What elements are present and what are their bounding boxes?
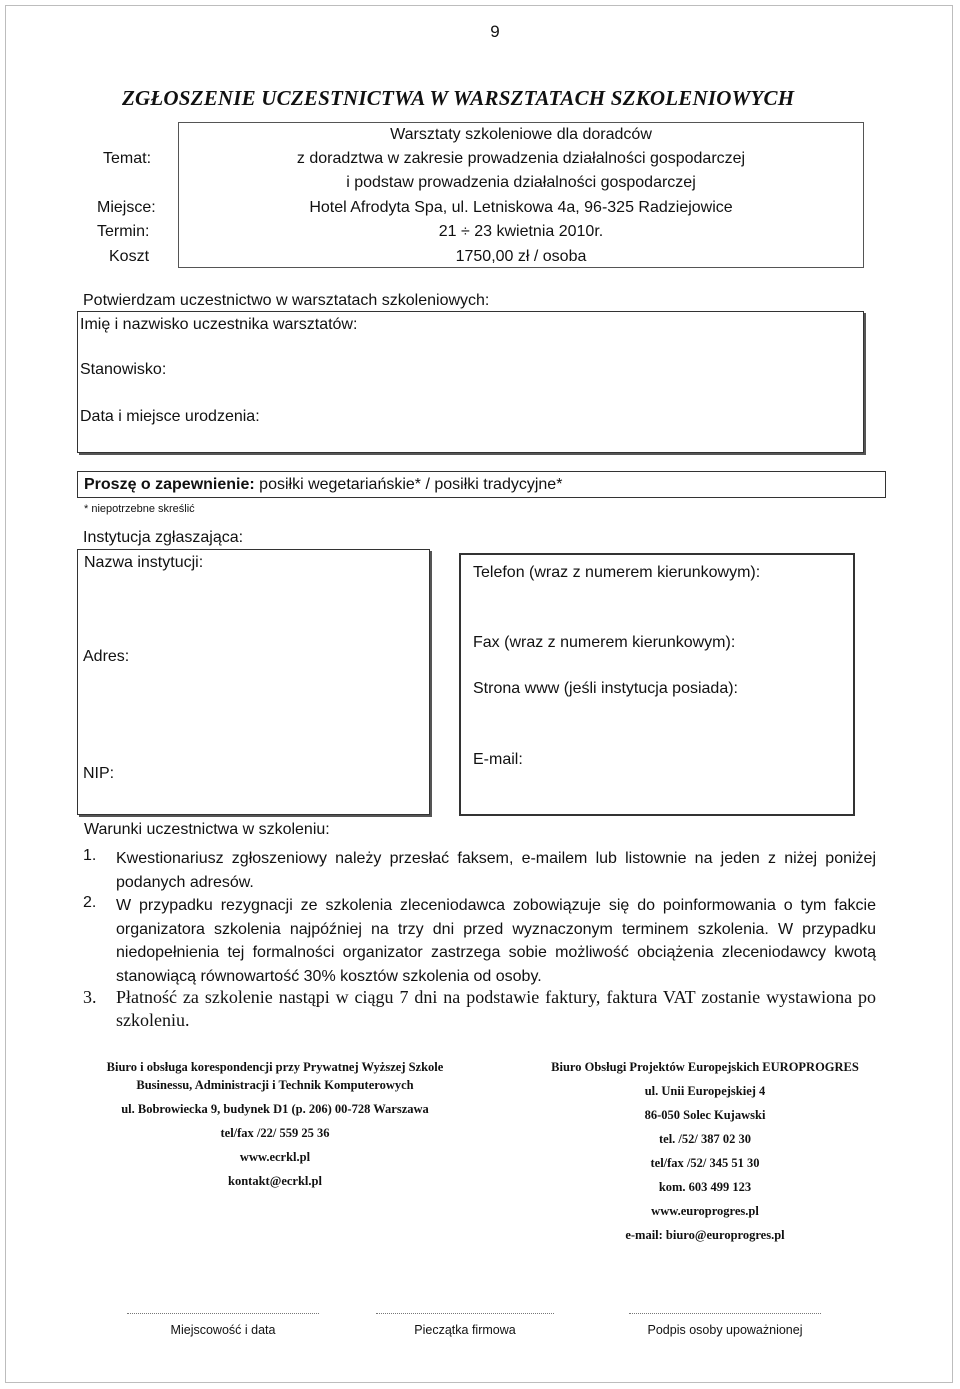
- address-left-line-1: Biuro i obsługa korespondencji przy Prywatnej Wyższej Szkole: [106, 1060, 444, 1074]
- signature-label-place-date: Miejscowość i data: [170, 1323, 276, 1337]
- condition-2-text: W przypadku rezygnacji ze szkolenia zleceniodawca zobowiązuje się do poinformowania o tym fakcie organizatora szkolenia najpóźniej na trzy dni przed wyznaczonym terminem szkolenia. W przypadku niedopełnienia tej formalności organizator zastrzega sobie możliwość obciążenia zleceniodawcy kwotą stanowiącą równowartość 30% kosztów szkolenia od osoby.: [116, 897, 876, 985]
- condition-1-text: Kwestionariusz zgłoszeniowy należy przesłać faksem, e-mailem lub listownie na jeden z niżej poniżej podanych adresów.: [116, 850, 876, 891]
- institution-fax-label: Fax (wraz z numerem kierunkowym):: [473, 634, 736, 651]
- document-title: ZGŁOSZENIE UCZESTNICTWA W WARSZTATACH SZKOLENIOWYCH: [122, 86, 795, 110]
- temat-label: Temat:: [103, 150, 152, 167]
- koszt-label: Koszt: [109, 248, 150, 265]
- condition-3-number: 3.: [83, 987, 97, 1007]
- address-left-line-2: Businessu, Administracji i Technik Komputerowych: [136, 1078, 414, 1092]
- address-right-line-5: tel/fax /52/ 345 51 30: [650, 1156, 760, 1170]
- condition-2-number: 2.: [83, 894, 97, 911]
- temat-line-2: z doradztwa w zakresie prowadzenia działalności gospodarczej: [296, 150, 746, 167]
- koszt-value: 1750,00 zł / osoba: [455, 248, 587, 265]
- institution-name-label: Nazwa instytucji:: [84, 554, 204, 571]
- address-right-line-2: ul. Unii Europejskiej 4: [644, 1084, 766, 1098]
- address-right-line-8: e-mail: biuro@europrogres.pl: [625, 1228, 785, 1242]
- temat-line-1: Warsztaty szkoleniowe dla doradców: [390, 126, 652, 143]
- participant-name-label: Imię i nazwisko uczestnika warsztatów:: [80, 316, 358, 333]
- address-right-line-7: www.europrogres.pl: [651, 1204, 759, 1218]
- address-left-line-3: ul. Bobrowiecka 9, budynek D1 (p. 206) 00-728 Warszawa: [121, 1102, 429, 1116]
- address-right: [500, 1055, 910, 1247]
- address-left-line-6: kontakt@ecrkl.pl: [228, 1174, 322, 1188]
- address-left-line-4: tel/fax /22/ 559 25 36: [220, 1126, 330, 1140]
- institution-phone-label: Telefon (wraz z numerem kierunkowym):: [473, 564, 761, 581]
- participant-heading: Potwierdzam uczestnictwo w warsztatach szkoleniowych:: [83, 292, 490, 309]
- page-number: 9: [490, 22, 500, 41]
- signature-line-signature[interactable]: [629, 1313, 821, 1314]
- condition-1-number: 1.: [83, 847, 97, 864]
- meals-label: Proszę o zapewnienie:: [84, 476, 255, 493]
- conditions-heading: Warunki uczestnictwa w szkoleniu: [84, 821, 326, 838]
- signature-line-stamp[interactable]: [376, 1313, 554, 1314]
- institution-www-label: Strona www (jeśli instytucja posiada):: [473, 680, 738, 697]
- address-right-line-6: kom. 603 499 123: [658, 1180, 752, 1194]
- meals-footnote: * niepotrzebne skreślić: [84, 503, 195, 515]
- participant-birth-label: Data i miejsce urodzenia:: [80, 408, 260, 425]
- institution-heading: Instytucja zgłaszająca:: [83, 529, 244, 546]
- address-left: [75, 1055, 475, 1193]
- institution-nip-label: NIP:: [83, 765, 115, 782]
- meals-options: posiłki wegetariańskie* / posiłki tradycyjne*: [254, 476, 563, 493]
- signature-label-stamp: Pieczątka firmowa: [414, 1323, 516, 1337]
- condition-3-text: Płatność za szkolenie nastąpi w ciągu 7 dni na podstawie faktury, faktura VAT zostanie wystawiona po szkoleniu.: [116, 987, 876, 1030]
- conditions-heading-line: [84, 821, 330, 839]
- conditions-heading-colon: :: [325, 821, 330, 838]
- participant-position-label: Stanowisko:: [80, 361, 167, 378]
- signature-line-place-date[interactable]: [127, 1313, 319, 1314]
- meals-line: [84, 476, 562, 494]
- temat-line-3: i podstaw prowadzenia działalności gospodarczej: [346, 174, 696, 191]
- address-right-line-4: tel. /52/ 387 02 30: [658, 1132, 751, 1146]
- termin-value: 21 ÷ 23 kwietnia 2010r.: [438, 223, 604, 240]
- institution-left-box[interactable]: [77, 549, 430, 815]
- miejsce-label: Miejsce:: [97, 199, 156, 216]
- miejsce-value: Hotel Afrodyta Spa, ul. Letniskowa 4a, 96-325 Radziejowice: [309, 199, 733, 216]
- institution-address-label: Adres:: [83, 648, 130, 665]
- address-right-line-3: 86-050 Solec Kujawski: [644, 1108, 766, 1122]
- termin-label: Termin:: [97, 223, 150, 240]
- signature-label-signature: Podpis osoby upoważnionej: [647, 1323, 803, 1337]
- address-left-line-5: www.ecrkl.pl: [239, 1150, 311, 1164]
- institution-email-label: E-mail:: [473, 751, 523, 768]
- address-right-line-1: Biuro Obsługi Projektów Europejskich EUROPROGRES: [551, 1060, 859, 1074]
